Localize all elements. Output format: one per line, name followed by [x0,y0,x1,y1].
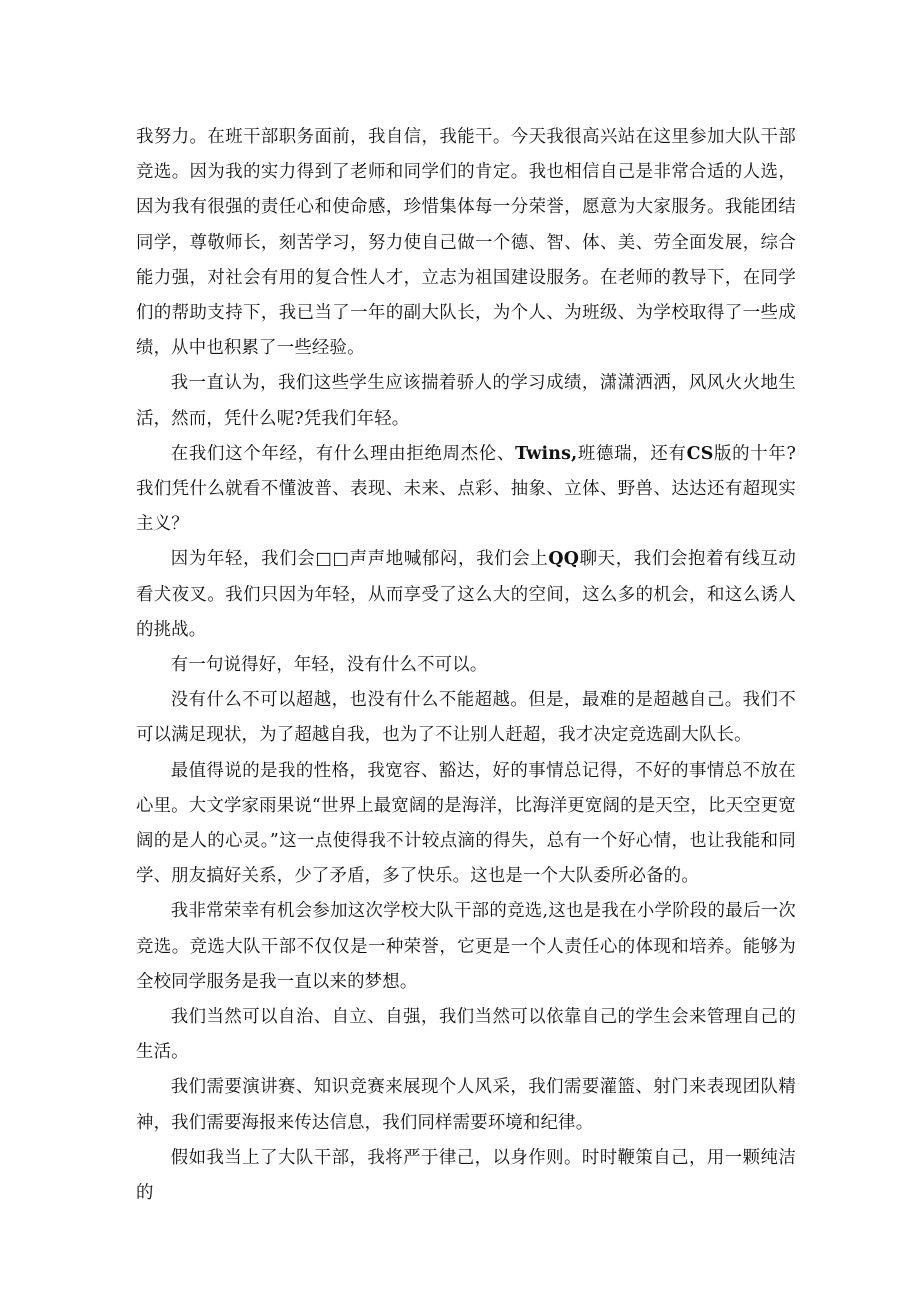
paragraph-3 [136,437,796,543]
paragraph-5: 有一句说得好，年轻，没有什么不可以。 [170,655,488,676]
paragraph-2: 我一直认为，我们这些学生应该揣着骄人的学习成绩，潇潇洒洒，风风火火地生活，然而，凭什么呢?凭我们年轻。 [136,373,796,429]
paragraph-4-text-1: 因为年轻，我们会□□声声地喊郁闷，我们会上 [170,549,549,570]
paragraph-11: 假如我当上了大队干部，我将严于律己，以身作则。时时鞭策自己，用一颗纯洁的 [136,1147,796,1204]
paragraph-1: 我努力。在班干部职务面前，我自信，我能干。今天我很高兴站在这里参加大队干部竞选。因为我的实力得到了老师和同学们的肯定。我也相信自己是非常合适的人选，因为我有很强的责任心和使命感，珍惜集体每一分荣誉，愿意为大家服务。我能团结同学，尊敬师长，刻苦学习，努力使自己做一个德、智、体、美、劳全面发展，综合能力强，对社会有用的复合性人才，立志为祖国建设服务。在老师的教导下，在同学们的帮助支持下，我已当了一年的副大队长，为个人、为班级、为学校取得了一些成绩，从中也积累了一些经验。 [136,127,796,359]
paragraph-9: 我们当然可以自治、自立、自强，我们当然可以依靠自己的学生会来管理自己的生活。 [136,1007,796,1063]
paragraph-3-text-3: 版的十年?我们凭什么就看不懂波普、表现、未来、点彩、抽象、立体、野兽、达达还有超现实主义？ [136,443,797,535]
paragraph-8: 我非常荣幸有机会参加这次学校大队干部的竞选,这也是我在小学阶段的最后一次竞选。竞选大队干部不仅仅是一种荣誉，它更是一个人责任心的体现和培养。能够为全校同学服务是我一直以来的梦想。 [136,901,796,992]
paragraph-4-text-2: 聊天，我们会抱着有线互动看犬夜叉。我们只因为年轻，从而享受了这么大的空间，这么多的机会，和这么诱人的挑战。 [136,549,796,640]
paragraph-3-cs: CS [686,443,714,464]
paragraph-10: 我们需要演讲赛、知识竞赛来展现个人风采，我们需要灌篮、射门来表现团队精神，我们需要海报来传达信息，我们同样需要环境和纪律。 [136,1077,796,1133]
paragraph-3-text-1: 在我们这个年经，有什么理由拒绝周杰伦、 [170,443,516,464]
document-body [136,120,796,1211]
paragraph-7: 最值得说的是我的性格，我宽容、豁达，好的事情总记得，不好的事情总不放在心里。大文学家雨果说“世界上最宽阔的是海洋，比海洋更宽阔的是天空，比天空更宽阔的是人的心灵。”这一点使得我不计较点滴的得失，总有一个好心情，也让我能和同学、朋友搞好关系，少了矛盾，多了快乐。这也是一个大队委所必备的。 [136,760,796,887]
paragraph-3-twins: Twins, [515,443,578,464]
paragraph-4 [136,542,796,648]
paragraph-6: 没有什么不可以超越，也没有什么不能超越。但是，最难的是超越自己。我们不可以满足现状，为了超越自我，也为了不让别人赶超，我才决定竞选副大队长。 [136,690,796,746]
paragraph-4-qq: QQ [548,549,580,570]
paragraph-3-text-2: 班德瑞，还有 [577,443,687,464]
